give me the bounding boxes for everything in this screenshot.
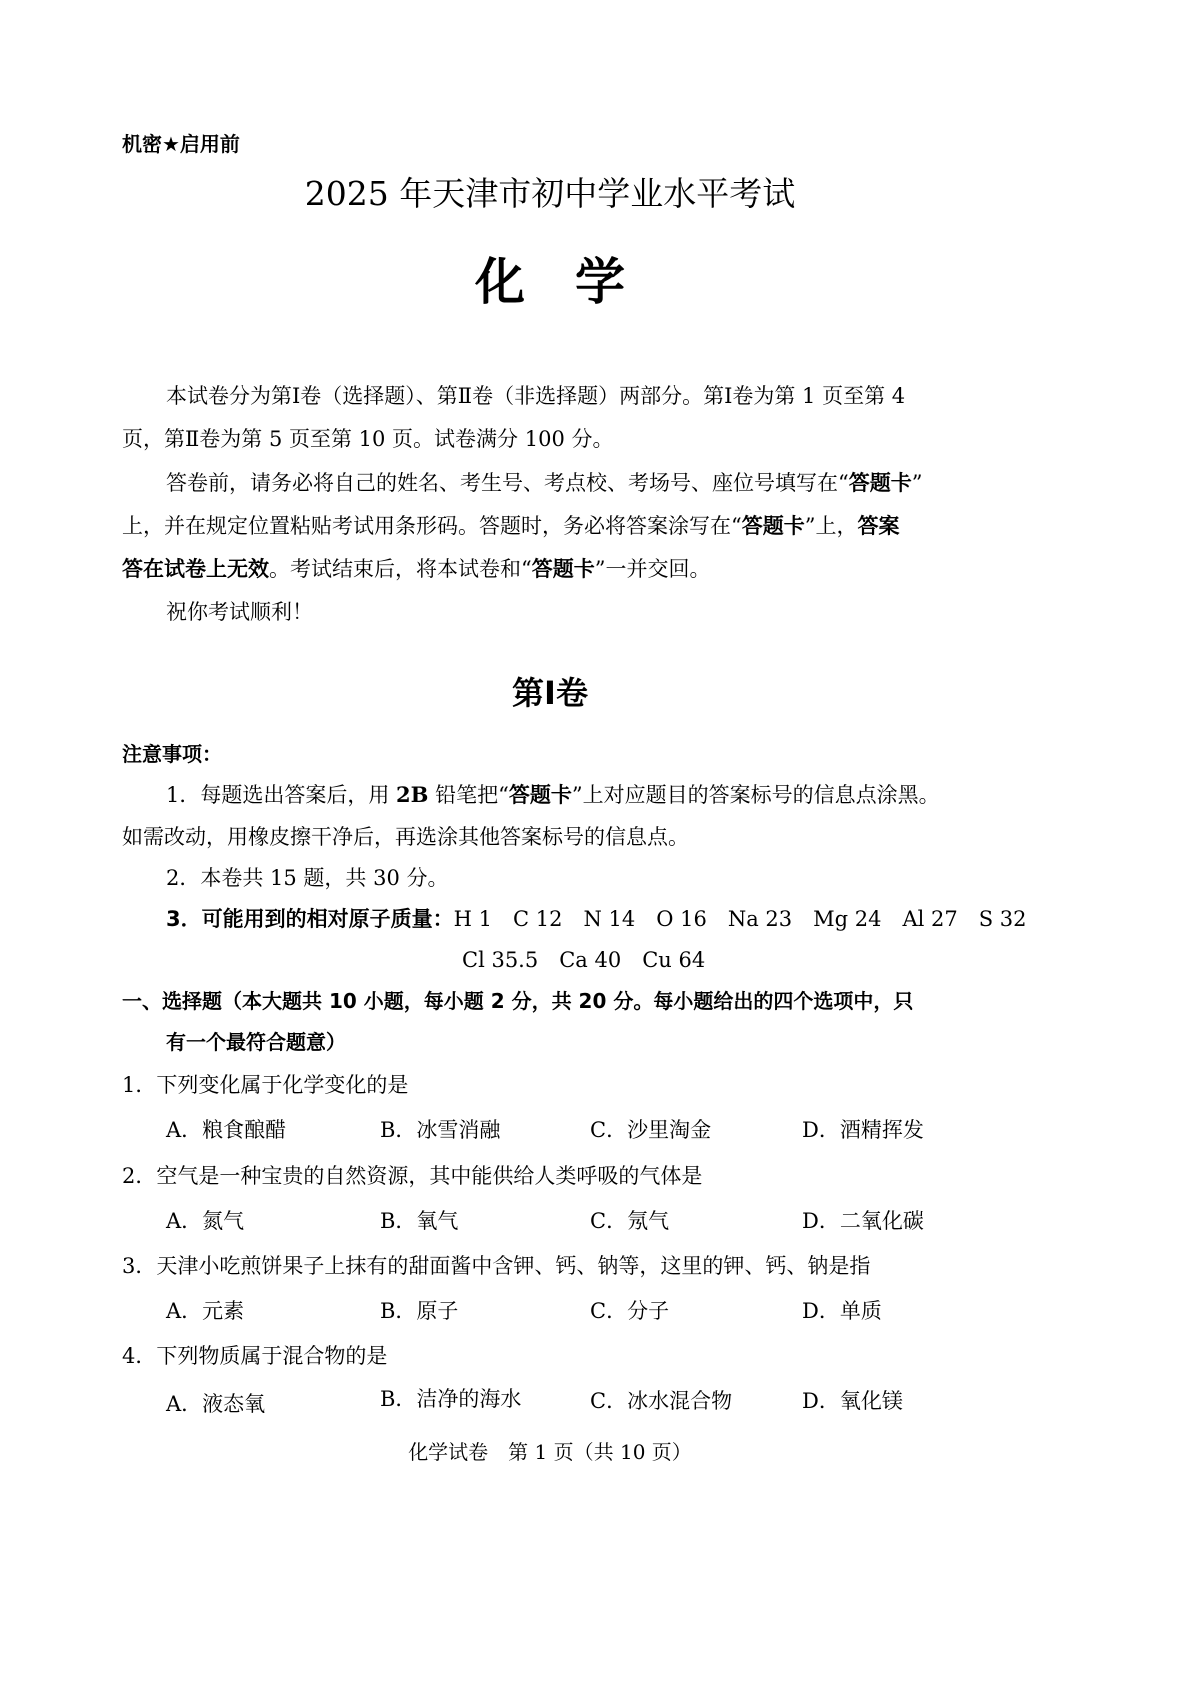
invalid-warning-start: 答案 [857,514,900,538]
question-3-stem: 3．天津小吃煎饼果子上抹有的甜面酱中含钾、钙、钠等，这里的钾、钙、钠是指 [122,1254,871,1278]
question-2-option-a: A．氮气 [166,1209,245,1233]
confidential-label: 机密★启用前 [122,132,240,156]
question-4-option-d: D．氧化镁 [802,1389,903,1413]
intro-paragraph-1-line-2: 页，第Ⅱ卷为第 5 页至第 10 页。试卷满分 100 分。 [122,427,614,451]
intro-text: 。考试结束后，将本试卷和“ [269,557,532,581]
question-2-stem: 2．空气是一种宝贵的自然资源，其中能供给人类呼吸的气体是 [122,1164,703,1188]
question-2-option-d: D．二氧化碳 [802,1209,924,1233]
note-1-line-2: 如需改动，用橡皮擦干净后，再选涂其他答案标号的信息点。 [122,825,689,849]
intro-text: 答卷前，请务必将自己的姓名、考生号、考点校、考场号、座位号填写在“ [166,471,849,495]
intro-text: ”一并交回。 [594,557,711,581]
question-3-option-a: A．元素 [166,1299,245,1323]
intro-paragraph-2-line-1 [166,467,922,497]
note-text: 铅笔把“ [428,783,509,807]
note-3-line-2: Cl 35.5 Ca 40 Cu 64 [462,948,706,972]
intro-text: 上，并在规定位置粘贴考试用条形码。答题时，务必将答案涂写在“ [122,514,742,538]
intro-paragraph-1-line-1: 本试卷分为第Ⅰ卷（选择题）、第Ⅱ卷（非选择题）两部分。第Ⅰ卷为第 1 页至第 4 [166,384,906,408]
note-1-line-1 [166,779,940,809]
answer-card-term: 答题卡 [508,783,572,807]
question-3-option-b: B．原子 [380,1299,459,1323]
section-1-heading-line-1: 一、选择题（本大题共 10 小题，每小题 2 分，共 20 分。每小题给出的四个选项中，只 [122,989,914,1013]
question-4-option-a: A．液态氧 [166,1392,266,1416]
note-text: 1．每题选出答案后，用 [166,783,397,807]
question-1-option-b: B．冰雪消融 [380,1118,501,1142]
invalid-warning-end: 答在试卷上无效 [122,557,269,581]
answer-card-term: 答题卡 [741,514,805,538]
pencil-type: 2B [396,782,429,807]
intro-paragraph-2-line-3 [122,553,711,583]
question-1-option-c: C．沙里淘金 [590,1118,712,1142]
answer-card-term: 答题卡 [848,471,912,495]
subject-title: 化 学 [475,253,625,311]
section-1-heading-line-2: 有一个最符合题意） [166,1030,346,1054]
intro-text: ” [911,471,923,495]
atomic-mass-label: 3．可能用到的相对原子质量： [166,907,454,931]
atomic-masses: H 1 C 12 N 14 O 16 Na 23 Mg 24 Al 27 S 32 [453,907,1027,931]
question-1-option-a: A．粮食酿醋 [166,1118,287,1142]
question-4-option-c: C．冰水混合物 [590,1389,733,1413]
question-1-option-d: D．酒精挥发 [802,1118,924,1142]
question-1-stem: 1．下列变化属于化学变化的是 [122,1073,409,1097]
exam-title: 2025 年天津市初中学业水平考试 [304,174,796,213]
question-4-option-b: B．洁净的海水 [380,1387,522,1411]
notes-heading: 注意事项： [122,742,222,766]
question-2-option-b: B．氧气 [380,1209,459,1233]
question-3-option-d: D．单质 [802,1299,882,1323]
answer-card-term: 答题卡 [531,557,595,581]
volume-title: 第Ⅰ卷 [512,674,588,712]
intro-paragraph-2-line-2 [122,510,899,540]
good-luck-text: 祝你考试顺利！ [166,600,313,624]
page-footer: 化学试卷 第 1 页（共 10 页） [408,1440,692,1464]
note-3-line-1 [166,903,1027,933]
note-2: 2．本卷共 15 题，共 30 分。 [166,866,449,890]
note-text: ”上对应题目的答案标号的信息点涂黑。 [571,783,940,807]
question-3-option-c: C．分子 [590,1299,670,1323]
intro-text: ”上， [804,514,858,538]
question-4-stem: 4．下列物质属于混合物的是 [122,1344,388,1368]
question-2-option-c: C．氖气 [590,1209,670,1233]
